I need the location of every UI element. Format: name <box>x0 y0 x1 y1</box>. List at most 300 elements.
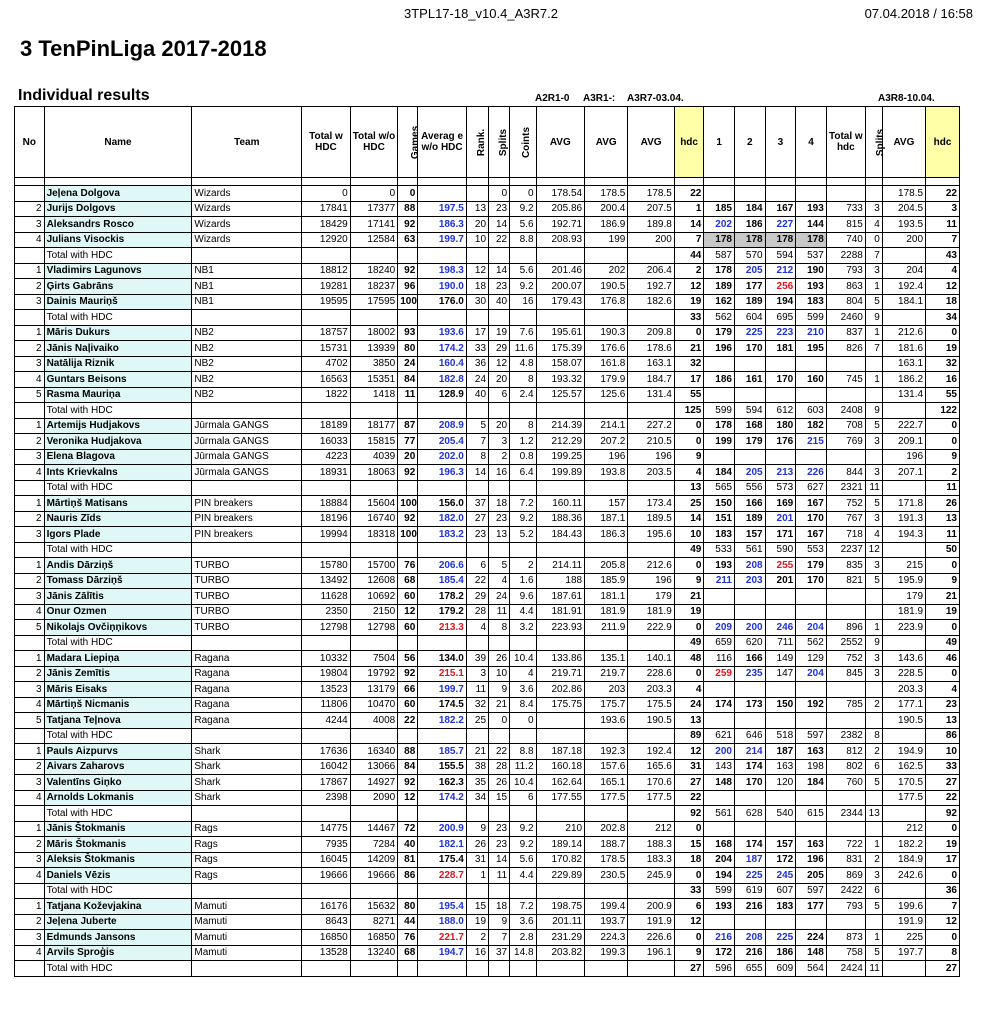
value-cell: 214.1 <box>585 418 628 434</box>
value-cell: 815 <box>826 217 865 233</box>
value-cell: 165.1 <box>585 775 628 791</box>
value-cell <box>865 604 882 620</box>
value-cell: 9.2 <box>510 201 536 217</box>
value-cell: 31 <box>466 852 488 868</box>
value-cell: 177.5 <box>628 790 674 806</box>
value-cell <box>826 821 865 837</box>
value-cell: 177.1 <box>882 697 925 713</box>
value-cell: 193 <box>796 279 827 295</box>
value-cell: 7 <box>674 232 704 248</box>
no-cell: 4 <box>15 372 45 388</box>
total-label: Total with HDC <box>44 542 192 558</box>
player-row <box>15 930 960 946</box>
value-cell: 92 <box>398 263 418 279</box>
empty-cell <box>510 806 536 822</box>
empty-cell <box>418 310 467 326</box>
value-cell: 195.9 <box>882 573 925 589</box>
value-cell <box>865 589 882 605</box>
value-cell: 8.8 <box>510 232 536 248</box>
value-cell: 259 <box>704 666 735 682</box>
empty-cell <box>585 542 628 558</box>
total-value: 11 <box>865 480 882 496</box>
value-cell: 3 <box>865 868 882 884</box>
value-cell: 18189 <box>302 418 351 434</box>
total-value: 27 <box>926 961 960 977</box>
name-cell: Jeļena Juberte <box>44 914 192 930</box>
spacer-cell <box>926 178 960 186</box>
value-cell: 869 <box>826 868 865 884</box>
value-cell: 144 <box>796 217 827 233</box>
value-cell: 128.9 <box>418 387 467 403</box>
empty-cell <box>510 728 536 744</box>
value-cell: 34 <box>466 790 488 806</box>
total-value: 620 <box>734 635 765 651</box>
value-cell: 4 <box>674 465 704 481</box>
value-cell: 835 <box>826 558 865 574</box>
value-cell: 2 <box>926 465 960 481</box>
value-cell: 203.3 <box>882 682 925 698</box>
value-cell: 7 <box>489 930 510 946</box>
no-cell <box>15 186 45 202</box>
total-value: 34 <box>926 310 960 326</box>
empty-cell <box>15 310 45 326</box>
value-cell: 186 <box>704 372 735 388</box>
value-cell: 22 <box>674 186 704 202</box>
empty-cell <box>398 310 418 326</box>
value-cell: 8271 <box>350 914 398 930</box>
name-cell: Ģirts Gabrāns <box>44 279 192 295</box>
value-cell: 37 <box>489 945 510 961</box>
value-cell: 187.18 <box>536 744 585 760</box>
value-cell: 256 <box>765 279 796 295</box>
no-cell: 4 <box>15 868 45 884</box>
name-cell: Jānis Zemītis <box>44 666 192 682</box>
value-cell: 182.1 <box>418 837 467 853</box>
team-cell: Mamuti <box>192 930 302 946</box>
value-cell: 9.2 <box>510 821 536 837</box>
value-cell: 7.6 <box>510 325 536 341</box>
value-cell: 3.6 <box>510 682 536 698</box>
value-cell: 16 <box>466 945 488 961</box>
team-total-row <box>15 635 960 651</box>
value-cell: 6.4 <box>510 465 536 481</box>
value-cell: 19994 <box>302 527 351 543</box>
player-row <box>15 759 960 775</box>
player-row <box>15 341 960 357</box>
value-cell: 13179 <box>350 682 398 698</box>
value-cell: 3 <box>865 263 882 279</box>
no-cell: 4 <box>15 232 45 248</box>
value-cell <box>734 821 765 837</box>
value-cell <box>765 682 796 698</box>
value-cell <box>826 387 865 403</box>
spacer-cell <box>418 178 467 186</box>
value-cell: 214.11 <box>536 558 585 574</box>
value-cell: 172 <box>765 852 796 868</box>
total-value: 49 <box>674 542 704 558</box>
value-cell: 133.86 <box>536 651 585 667</box>
value-cell: 158.07 <box>536 356 585 372</box>
empty-cell <box>585 248 628 264</box>
empty-cell <box>489 728 510 744</box>
value-cell <box>796 356 827 372</box>
value-cell <box>734 914 765 930</box>
value-cell: 23 <box>489 201 510 217</box>
total-value: 599 <box>704 883 735 899</box>
value-cell: 207.1 <box>882 465 925 481</box>
name-cell: Dainis Mauriņš <box>44 294 192 310</box>
value-cell: 163 <box>765 759 796 775</box>
value-cell: 194.9 <box>882 744 925 760</box>
total-value: 562 <box>704 310 735 326</box>
value-cell: 804 <box>826 294 865 310</box>
value-cell: 11.2 <box>510 759 536 775</box>
value-cell: 193.6 <box>585 713 628 729</box>
value-cell: 150 <box>765 697 796 713</box>
value-cell: 22 <box>466 573 488 589</box>
value-cell: 19 <box>674 604 704 620</box>
empty-cell <box>302 883 351 899</box>
value-cell: 4 <box>926 263 960 279</box>
value-cell: 207.2 <box>585 434 628 450</box>
value-cell: 9.6 <box>510 589 536 605</box>
value-cell: 4223 <box>302 449 351 465</box>
value-cell <box>826 356 865 372</box>
value-cell: 0 <box>674 620 704 636</box>
value-cell: 208.93 <box>536 232 585 248</box>
total-value: 6 <box>865 883 882 899</box>
value-cell: 198.3 <box>418 263 467 279</box>
value-cell: 192.7 <box>628 279 674 295</box>
value-cell: 20 <box>489 418 510 434</box>
value-cell: 196 <box>882 449 925 465</box>
team-cell: TURBO <box>192 589 302 605</box>
value-cell: 3 <box>926 201 960 217</box>
empty-cell <box>466 961 488 977</box>
value-cell: 200.4 <box>585 201 628 217</box>
total-value: 2460 <box>826 310 865 326</box>
no-cell: 3 <box>15 775 45 791</box>
no-cell: 3 <box>15 527 45 543</box>
value-cell: 210.5 <box>628 434 674 450</box>
player-row <box>15 325 960 341</box>
value-cell: 55 <box>674 387 704 403</box>
player-row <box>15 201 960 217</box>
value-cell: 17 <box>926 852 960 868</box>
value-cell <box>704 914 735 930</box>
value-cell <box>734 713 765 729</box>
player-row <box>15 186 960 202</box>
value-cell: 203.82 <box>536 945 585 961</box>
value-cell: 163.1 <box>628 356 674 372</box>
total-value: 604 <box>734 310 765 326</box>
empty-cell <box>628 248 674 264</box>
value-cell: 38 <box>466 759 488 775</box>
value-cell: 175.7 <box>585 697 628 713</box>
empty-cell <box>350 310 398 326</box>
empty-cell <box>882 542 925 558</box>
total-value: 607 <box>765 883 796 899</box>
value-cell: 0 <box>926 620 960 636</box>
value-cell <box>734 387 765 403</box>
value-cell: 15700 <box>350 558 398 574</box>
value-cell: 201 <box>765 573 796 589</box>
empty-cell <box>585 635 628 651</box>
value-cell: 9 <box>926 573 960 589</box>
no-cell: 4 <box>15 465 45 481</box>
value-cell: 12584 <box>350 232 398 248</box>
team-cell: Rags <box>192 821 302 837</box>
name-cell: Jurijs Dolgovs <box>44 201 192 217</box>
value-cell: 0 <box>926 821 960 837</box>
value-cell: 1 <box>865 930 882 946</box>
value-cell: 5 <box>865 899 882 915</box>
value-cell: 179 <box>882 589 925 605</box>
value-cell: 177.55 <box>536 790 585 806</box>
value-cell: 178.5 <box>585 852 628 868</box>
value-cell: 215 <box>796 434 827 450</box>
col-avg-a3r7: AVG <box>628 107 674 178</box>
value-cell: 12 <box>398 790 418 806</box>
empty-cell <box>466 806 488 822</box>
empty-cell <box>585 403 628 419</box>
value-cell: 225 <box>734 325 765 341</box>
value-cell: 100 <box>398 527 418 543</box>
value-cell: 758 <box>826 945 865 961</box>
empty-cell <box>192 403 302 419</box>
value-cell: 215.1 <box>418 666 467 682</box>
value-cell: 2 <box>865 852 882 868</box>
value-cell: 3850 <box>350 356 398 372</box>
no-cell: 3 <box>15 930 45 946</box>
empty-cell <box>536 403 585 419</box>
empty-cell <box>536 542 585 558</box>
value-cell: 187 <box>734 852 765 868</box>
value-cell: 203.5 <box>628 465 674 481</box>
value-cell: 206.6 <box>418 558 467 574</box>
total-value: 594 <box>765 248 796 264</box>
value-cell: 5.6 <box>510 217 536 233</box>
total-label: Total with HDC <box>44 480 192 496</box>
value-cell: 26 <box>466 837 488 853</box>
spacer-cell <box>302 178 351 186</box>
total-label: Total with HDC <box>44 806 192 822</box>
total-label: Total with HDC <box>44 961 192 977</box>
value-cell: 10470 <box>350 697 398 713</box>
team-cell: NB2 <box>192 341 302 357</box>
empty-cell <box>536 728 585 744</box>
empty-cell <box>302 310 351 326</box>
empty-cell <box>882 635 925 651</box>
value-cell: 203 <box>734 573 765 589</box>
total-value: 565 <box>704 480 735 496</box>
value-cell: 181.9 <box>628 604 674 620</box>
value-cell <box>865 790 882 806</box>
value-cell: 3 <box>865 465 882 481</box>
total-value: 537 <box>796 248 827 264</box>
value-cell: 48 <box>674 651 704 667</box>
empty-cell <box>302 635 351 651</box>
value-cell: 125.6 <box>585 387 628 403</box>
value-cell: 131.4 <box>882 387 925 403</box>
value-cell: 752 <box>826 496 865 512</box>
value-cell: 3 <box>865 201 882 217</box>
total-value: 2382 <box>826 728 865 744</box>
value-cell: 190 <box>796 263 827 279</box>
value-cell: 77 <box>398 434 418 450</box>
value-cell: 199.6 <box>882 899 925 915</box>
empty-cell <box>466 310 488 326</box>
total-value: 9 <box>865 310 882 326</box>
empty-cell <box>302 542 351 558</box>
value-cell: 9 <box>489 682 510 698</box>
total-value: 2552 <box>826 635 865 651</box>
value-cell <box>704 682 735 698</box>
col-total-wo-hdc: Total w/o HDC <box>350 107 398 178</box>
value-cell: 211 <box>704 573 735 589</box>
player-row <box>15 651 960 667</box>
value-cell: 44 <box>398 914 418 930</box>
value-cell: 223.93 <box>536 620 585 636</box>
value-cell <box>734 682 765 698</box>
team-total-row <box>15 480 960 496</box>
name-cell: Elena Blagova <box>44 449 192 465</box>
player-row <box>15 372 960 388</box>
value-cell: 1822 <box>302 387 351 403</box>
team-cell: TURBO <box>192 604 302 620</box>
player-row <box>15 852 960 868</box>
value-cell: 177.5 <box>882 790 925 806</box>
value-cell <box>704 589 735 605</box>
total-value: 561 <box>734 542 765 558</box>
value-cell: 1 <box>865 837 882 853</box>
empty-cell <box>628 310 674 326</box>
value-cell: 213 <box>765 465 796 481</box>
empty-cell <box>418 248 467 264</box>
value-cell <box>865 914 882 930</box>
value-cell: 26 <box>489 775 510 791</box>
value-cell: 186.3 <box>418 217 467 233</box>
value-cell <box>704 713 735 729</box>
total-value: 619 <box>734 883 765 899</box>
empty-cell <box>510 542 536 558</box>
value-cell: 12608 <box>350 573 398 589</box>
no-cell: 5 <box>15 387 45 403</box>
value-cell <box>704 356 735 372</box>
value-cell: 10332 <box>302 651 351 667</box>
value-cell: 752 <box>826 651 865 667</box>
value-cell: 162.64 <box>536 775 585 791</box>
value-cell: 16740 <box>350 511 398 527</box>
value-cell: 183 <box>704 527 735 543</box>
team-cell: Shark <box>192 759 302 775</box>
value-cell: 29 <box>466 589 488 605</box>
value-cell: 174.5 <box>418 697 467 713</box>
value-cell: 11 <box>926 527 960 543</box>
total-value: 2424 <box>826 961 865 977</box>
spacer-cell <box>765 178 796 186</box>
value-cell <box>765 790 796 806</box>
value-cell: 189.5 <box>628 511 674 527</box>
empty-cell <box>192 883 302 899</box>
value-cell: 23 <box>466 527 488 543</box>
value-cell <box>765 821 796 837</box>
name-cell: Aivars Zaharovs <box>44 759 192 775</box>
value-cell <box>765 186 796 202</box>
team-cell: Shark <box>192 744 302 760</box>
value-cell: 199.89 <box>536 465 585 481</box>
no-cell: 1 <box>15 418 45 434</box>
empty-cell <box>510 635 536 651</box>
value-cell: 11806 <box>302 697 351 713</box>
team-total-row <box>15 728 960 744</box>
value-cell: 93 <box>398 325 418 341</box>
value-cell <box>704 387 735 403</box>
value-cell: 188.7 <box>585 837 628 853</box>
total-value: 12 <box>865 542 882 558</box>
value-cell: 13939 <box>350 341 398 357</box>
value-cell: 5 <box>865 294 882 310</box>
value-cell: 22 <box>398 713 418 729</box>
spacer-cell <box>628 178 674 186</box>
value-cell: 178 <box>704 263 735 279</box>
value-cell: 3 <box>865 558 882 574</box>
value-cell: 212 <box>765 263 796 279</box>
value-cell: 812 <box>826 744 865 760</box>
value-cell: 13240 <box>350 945 398 961</box>
total-value: 612 <box>765 403 796 419</box>
value-cell: 92 <box>398 666 418 682</box>
value-cell: 189.8 <box>628 217 674 233</box>
value-cell: 760 <box>826 775 865 791</box>
value-cell: 202 <box>585 263 628 279</box>
empty-cell <box>536 480 585 496</box>
value-cell: 179.9 <box>585 372 628 388</box>
value-cell <box>734 449 765 465</box>
value-cell: 8.4 <box>510 697 536 713</box>
value-cell: 195.6 <box>628 527 674 543</box>
total-value: 561 <box>704 806 735 822</box>
value-cell: 187.61 <box>536 589 585 605</box>
total-value: 50 <box>926 542 960 558</box>
value-cell: 26 <box>489 651 510 667</box>
player-row <box>15 434 960 450</box>
name-cell: Julians Visockis <box>44 232 192 248</box>
value-cell: 149 <box>765 651 796 667</box>
col-average: Averag e w/o HDC <box>418 107 467 178</box>
total-value: 125 <box>674 403 704 419</box>
value-cell <box>796 186 827 202</box>
name-cell: Tatjana Teļnova <box>44 713 192 729</box>
empty-cell <box>350 728 398 744</box>
value-cell: 0 <box>674 930 704 946</box>
value-cell: 80 <box>398 341 418 357</box>
value-cell <box>796 682 827 698</box>
value-cell: 80 <box>398 899 418 915</box>
value-cell: 175.75 <box>536 697 585 713</box>
header-row <box>15 107 960 178</box>
no-cell: 4 <box>15 790 45 806</box>
empty-cell <box>192 310 302 326</box>
value-cell: 202.8 <box>585 821 628 837</box>
player-row <box>15 465 960 481</box>
value-cell <box>704 604 735 620</box>
empty-cell <box>882 310 925 326</box>
value-cell: 19666 <box>302 868 351 884</box>
value-cell: 10 <box>466 232 488 248</box>
value-cell <box>765 713 796 729</box>
value-cell: 193.7 <box>585 914 628 930</box>
